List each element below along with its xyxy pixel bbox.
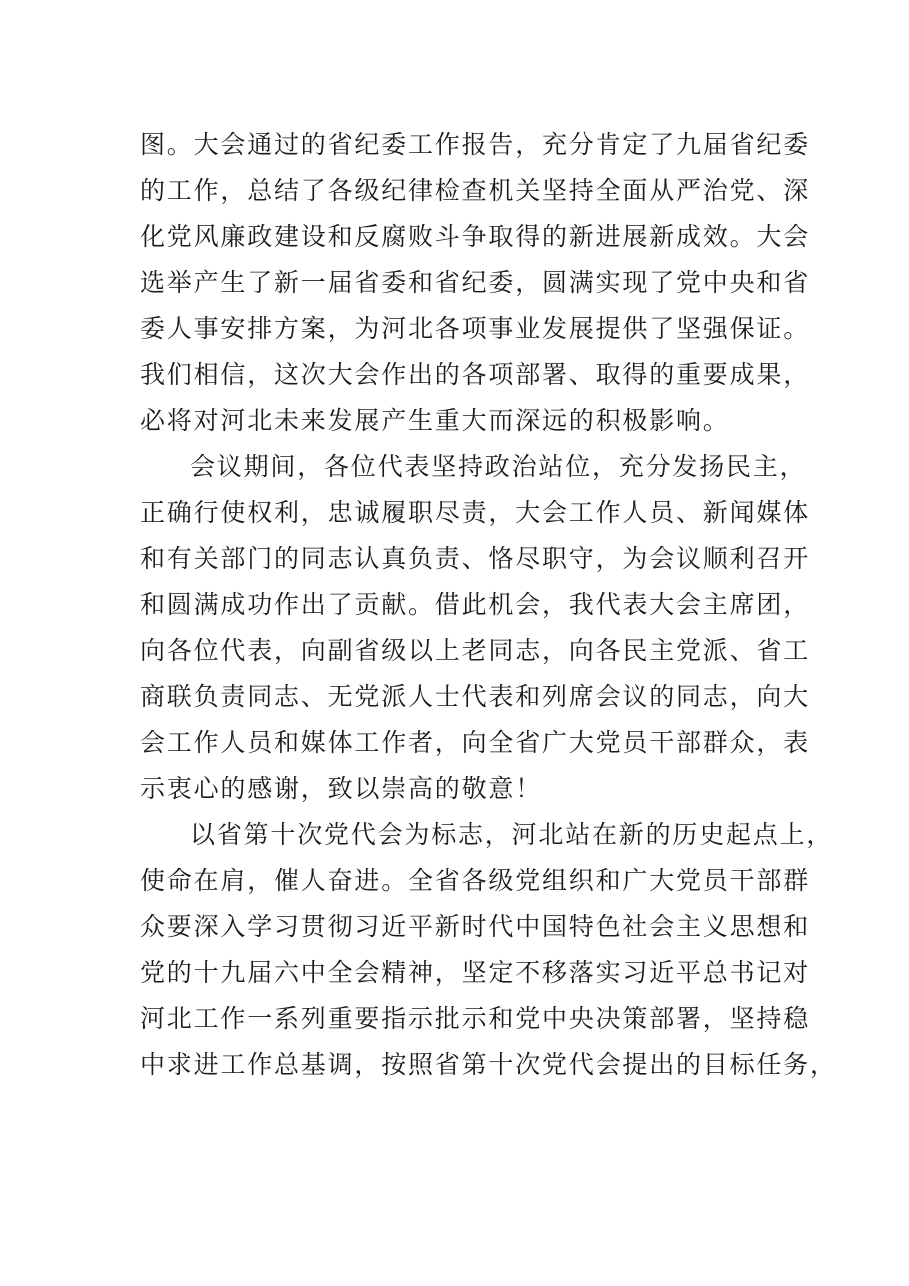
paragraph-first-line: 会议期间，各位代表坚持政治站位，充分发扬民主， bbox=[190, 452, 807, 481]
text-line: 党的十九届六中全会精神，坚定不移落实习近平总书记对 bbox=[140, 958, 811, 987]
document-body bbox=[140, 122, 837, 1088]
text-line: 和圆满成功作出了贡献。借此机会，我代表大会主席团， bbox=[140, 590, 811, 619]
text-line: 图。大会通过的省纪委工作报告，充分肯定了九届省纪委 bbox=[140, 130, 811, 159]
text-line: 使命在肩，催人奋进。全省各级党组织和广大党员干部群 bbox=[140, 866, 811, 895]
text-line: 河北工作一系列重要指示批示和党中央决策部署，坚持稳 bbox=[140, 1004, 811, 1033]
text-line: 选举产生了新一届省委和省纪委，圆满实现了党中央和省 bbox=[140, 268, 811, 297]
text-line: 的工作，总结了各级纪律检查机关坚持全面从严治党、深 bbox=[140, 176, 811, 205]
text-line: 正确行使权利，忠诚履职尽责，大会工作人员、新闻媒体 bbox=[140, 498, 811, 527]
text-line: 众要深入学习贯彻习近平新时代中国特色社会主义思想和 bbox=[140, 912, 811, 941]
text-line: 和有关部门的同志认真负责、恪尽职守，为会议顺利召开 bbox=[140, 544, 811, 573]
text-line: 必将对河北未来发展产生重大而深远的积极影响。 bbox=[140, 406, 730, 435]
paragraph-first-line: 以省第十次党代会为标志，河北站在新的历史起点上， bbox=[190, 820, 834, 849]
text-line: 我们相信，这次大会作出的各项部署、取得的重要成果， bbox=[140, 360, 811, 389]
text-line: 化党风廉政建设和反腐败斗争取得的新进展新成效。大会 bbox=[140, 222, 811, 251]
text-line: 委人事安排方案，为河北各项事业发展提供了坚强保证。 bbox=[140, 314, 811, 343]
text-line: 中求进工作总基调，按照省第十次党代会提出的目标任务， bbox=[140, 1050, 837, 1079]
text-line: 示衷心的感谢，致以崇高的敬意！ bbox=[140, 774, 543, 803]
text-line: 会工作人员和媒体工作者，向全省广大党员干部群众，表 bbox=[140, 728, 811, 757]
text-line: 向各位代表，向副省级以上老同志，向各民主党派、省工 bbox=[140, 636, 811, 665]
text-line: 商联负责同志、无党派人士代表和列席会议的同志，向大 bbox=[140, 682, 811, 711]
